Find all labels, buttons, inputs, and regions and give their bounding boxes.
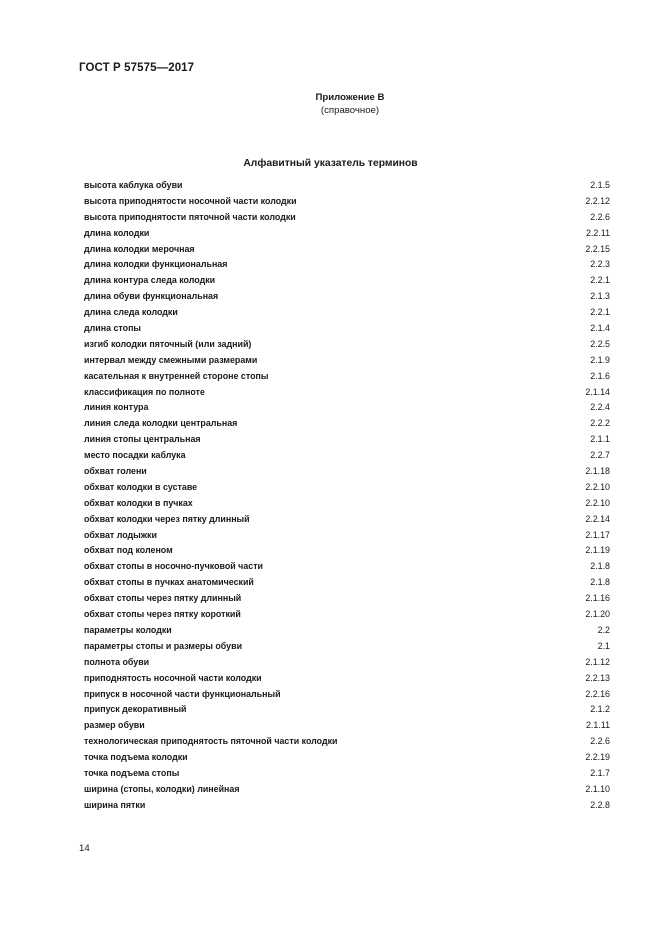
term-label: касательная к внутренней стороне стопы <box>84 370 269 381</box>
term-entry <box>84 273 610 289</box>
term-entry <box>84 257 610 273</box>
term-label: длина стопы <box>84 323 142 334</box>
term-entry <box>84 528 610 544</box>
term-entry <box>84 655 610 671</box>
term-label: параметры стопы и размеры обуви <box>84 640 243 651</box>
term-label: ширина (стопы, колодки) линейная <box>84 783 240 794</box>
term-label: место посадки каблука <box>84 450 186 461</box>
term-entry <box>84 242 610 258</box>
appendix-note: (справочное) <box>320 105 380 116</box>
term-reference: 2.2.2 <box>590 418 610 429</box>
term-label: припуск в носочной части функциональный <box>84 688 281 699</box>
term-entry <box>84 210 610 226</box>
term-label: полнота обуви <box>84 656 150 667</box>
term-entry <box>84 194 610 210</box>
appendix-heading <box>270 91 430 117</box>
term-reference: 2.1.1 <box>590 434 610 445</box>
term-reference: 2.2.11 <box>585 227 610 238</box>
term-entry <box>84 464 610 480</box>
term-entry <box>84 671 610 687</box>
term-label: изгиб колодки пяточный (или задний) <box>84 338 252 349</box>
term-entry <box>84 178 610 194</box>
terms-index-list <box>84 178 610 814</box>
term-entry <box>84 496 610 512</box>
term-label: припуск декоративный <box>84 704 187 715</box>
term-entry <box>84 782 610 798</box>
term-label: обхват стопы в пучках анатомический <box>84 577 254 588</box>
term-label: линия контура <box>84 402 149 413</box>
term-entry <box>84 305 610 321</box>
term-reference: 2.2.6 <box>590 211 610 222</box>
term-reference: 2.1.6 <box>590 370 610 381</box>
term-reference: 2.1.3 <box>590 291 610 302</box>
term-label: высота приподнятости пяточной части колодки <box>84 211 296 222</box>
term-reference: 2.2.4 <box>590 402 610 413</box>
index-title: Алфавитный указатель терминов <box>243 158 418 169</box>
term-reference: 2.2.6 <box>590 736 610 747</box>
term-label: длина следа колодки <box>84 307 178 318</box>
term-reference: 2.2.8 <box>590 799 610 810</box>
term-label: длина колодки <box>84 227 150 238</box>
term-entry <box>84 448 610 464</box>
term-reference: 2.1.2 <box>590 704 610 715</box>
term-entry <box>84 416 610 432</box>
term-entry <box>84 639 610 655</box>
term-label: высота приподнятости носочной части колодки <box>84 195 297 206</box>
term-entry <box>84 734 610 750</box>
term-label: параметры колодки <box>84 624 172 635</box>
term-entry <box>84 559 610 575</box>
term-entry <box>84 369 610 385</box>
term-label: обхват колодки в пучках <box>84 497 193 508</box>
term-entry <box>84 432 610 448</box>
term-entry <box>84 718 610 734</box>
term-reference: 2.2.19 <box>585 752 610 763</box>
term-label: обхват стопы в носочно-пучковой части <box>84 561 264 572</box>
term-label: технологическая приподнятость пяточной части колодки <box>84 736 338 747</box>
term-reference: 2.2.7 <box>590 450 610 461</box>
term-entry <box>84 702 610 718</box>
term-reference: 2.2.3 <box>590 259 610 270</box>
term-label: приподнятость носочной части колодки <box>84 672 262 683</box>
term-reference: 2.1.5 <box>590 180 610 190</box>
term-entry <box>84 543 610 559</box>
term-reference: 2.1.4 <box>590 323 610 334</box>
term-reference: 2.1.12 <box>585 656 610 667</box>
term-entry <box>84 623 610 639</box>
term-entry <box>84 766 610 782</box>
term-label: обхват стопы через пятку короткий <box>84 609 241 620</box>
term-label: обхват под коленом <box>84 545 173 556</box>
term-label: линия следа колодки центральная <box>84 418 238 429</box>
term-label: обхват стопы через пятку длинный <box>84 593 242 604</box>
term-reference: 2.1 <box>597 640 610 651</box>
standard-header: ГОСТ Р 57575—2017 <box>79 62 195 74</box>
term-label: точка подъема колодки <box>84 752 188 763</box>
term-label: размер обуви <box>84 720 145 731</box>
term-entry <box>84 687 610 703</box>
term-reference: 2.2.14 <box>585 513 610 524</box>
term-entry <box>84 400 610 416</box>
term-label: ширина пятки <box>84 799 146 810</box>
term-entry <box>84 512 610 528</box>
term-label: длина контура следа колодки <box>84 275 216 286</box>
term-entry <box>84 607 610 623</box>
term-label: длина колодки мерочная <box>84 243 195 254</box>
term-entry <box>84 385 610 401</box>
term-label: обхват колодки в суставе <box>84 481 198 492</box>
term-reference: 2.1.8 <box>590 561 610 572</box>
term-label: обхват колодки через пятку длинный <box>84 513 250 524</box>
term-reference: 2.1.9 <box>590 354 610 365</box>
term-reference: 2.1.20 <box>585 609 610 620</box>
term-entry <box>84 353 610 369</box>
term-reference: 2.1.18 <box>585 466 610 477</box>
term-label: обхват голени <box>84 466 147 477</box>
term-reference: 2.1.14 <box>585 386 610 397</box>
term-entry <box>84 575 610 591</box>
term-reference: 2.2.10 <box>585 481 610 492</box>
page-number: 14 <box>79 843 90 854</box>
term-label: длина колодки функциональная <box>84 259 228 270</box>
term-label: классификация по полноте <box>84 386 205 397</box>
term-reference: 2.1.10 <box>585 783 610 794</box>
term-reference: 2.2 <box>597 624 610 635</box>
term-reference: 2.2.10 <box>585 497 610 508</box>
term-label: линия стопы центральная <box>84 434 201 445</box>
appendix-title: Приложение В <box>315 92 385 103</box>
term-entry <box>84 337 610 353</box>
term-entry <box>84 750 610 766</box>
term-reference: 2.1.17 <box>585 529 610 540</box>
term-reference: 2.2.16 <box>585 688 610 699</box>
term-reference: 2.1.8 <box>590 577 610 588</box>
term-entry <box>84 226 610 242</box>
term-reference: 2.2.1 <box>590 307 610 318</box>
term-entry <box>84 289 610 305</box>
term-reference: 2.1.7 <box>590 767 610 778</box>
term-entry <box>84 591 610 607</box>
term-reference: 2.2.12 <box>585 195 610 206</box>
term-entry <box>84 321 610 337</box>
term-reference: 2.2.5 <box>590 338 610 349</box>
term-entry <box>84 798 610 814</box>
term-entry <box>84 480 610 496</box>
term-reference: 2.1.11 <box>585 720 610 731</box>
term-label: обхват лодыжки <box>84 529 157 540</box>
term-reference: 2.2.15 <box>585 243 610 254</box>
term-reference: 2.1.19 <box>585 545 610 556</box>
term-label: интервал между смежными размерами <box>84 354 258 365</box>
term-reference: 2.2.1 <box>590 275 610 286</box>
term-label: длина обуви функциональная <box>84 291 219 302</box>
term-reference: 2.2.13 <box>585 672 610 683</box>
term-label: высота каблука обуви <box>84 180 183 190</box>
term-label: точка подъема стопы <box>84 767 180 778</box>
term-reference: 2.1.16 <box>585 593 610 604</box>
